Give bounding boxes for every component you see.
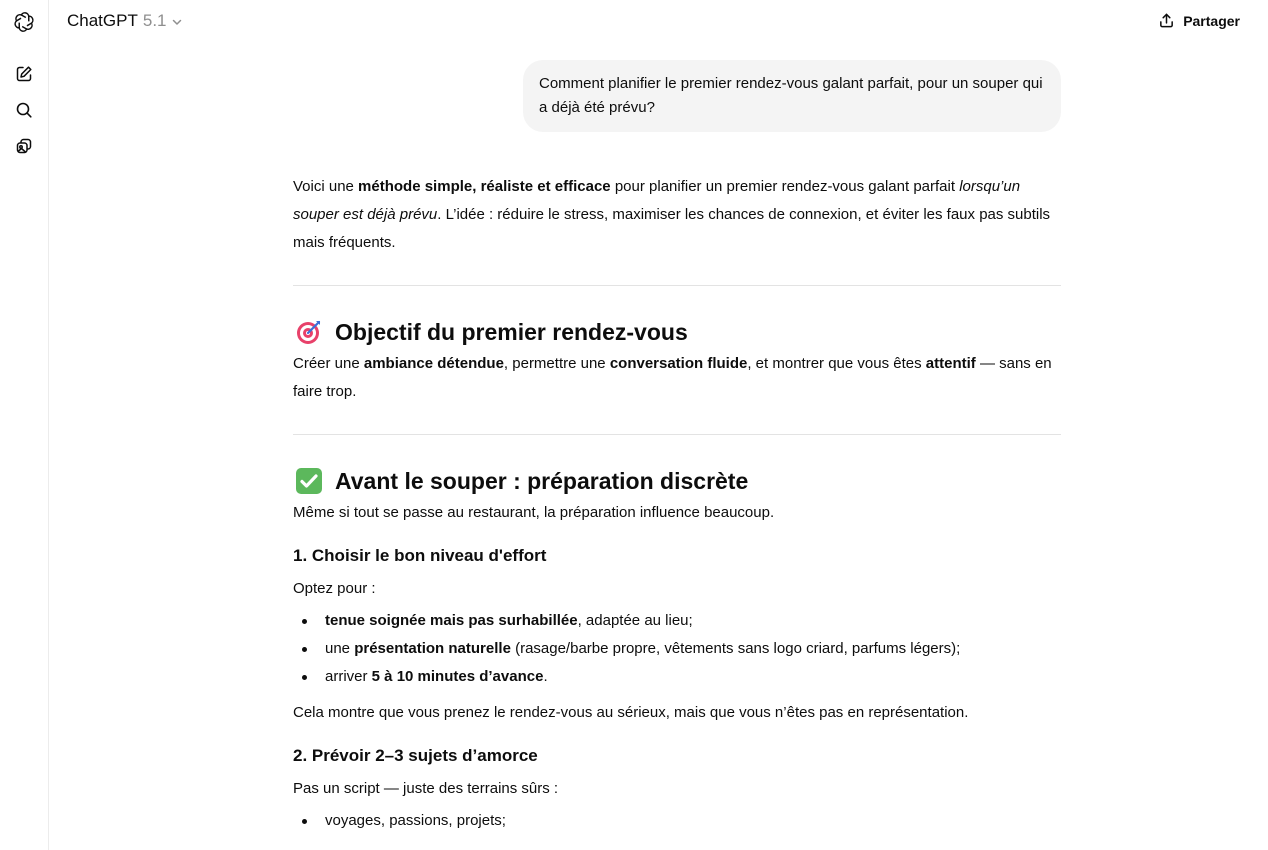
share-label: Partager: [1183, 12, 1240, 29]
openai-logo-icon[interactable]: [12, 10, 36, 34]
model-name: ChatGPT: [67, 11, 138, 30]
sujets-list: [293, 807, 1061, 835]
share-button[interactable]: [1158, 12, 1240, 29]
subheading-sujets-amorce: 2. Prévoir 2–3 sujets d’amorce: [293, 746, 538, 765]
bullet-icon: [302, 647, 307, 652]
subheading-niveau-effort: 1. Choisir le bon niveau d'effort: [293, 546, 547, 565]
answer-intro: Voici une méthode simple, réaliste et efficace pour planifier un premier rendez-vous galant parfait lorsqu’un souper est déjà prévu. L’idée : réduire le stress, maximiser les chances de connexion, et éviter les faux pas subtils mais fréquents.: [293, 178, 1051, 251]
subsection1-lead: Optez pour :: [293, 580, 376, 597]
bullet-icon: [302, 619, 307, 624]
list-item: tenue soignée mais pas surhabillée, adaptée au lieu;: [293, 607, 1061, 635]
library-icon[interactable]: [12, 134, 36, 158]
subsection1-outro: Cela montre que vous prenez le rendez-vous au sérieux, mais que vous n’êtes pas en représentation.: [293, 704, 969, 721]
assistant-message: [293, 173, 1061, 835]
section-heading-objectif: Objectif du premier rendez-vous: [293, 315, 1061, 349]
model-version: 5.1: [142, 11, 167, 30]
list-item: arriver 5 à 10 minutes d’avance.: [293, 663, 1061, 691]
side-rail: [0, 0, 49, 850]
subsection2-lead: Pas un script — juste des terrains sûrs :: [293, 780, 559, 797]
new-chat-icon[interactable]: [12, 62, 36, 86]
check-mark-emoji-icon: [295, 467, 323, 495]
target-emoji-icon: [295, 318, 323, 346]
list-item: une présentation naturelle (rasage/barbe propre, vêtements sans logo criard, parfums légers);: [293, 635, 1061, 663]
search-icon[interactable]: [12, 98, 36, 122]
section-objectif-text: Créer une ambiance détendue, permettre une conversation fluide, et montrer que vous êtes attentif — sans en faire trop.: [293, 355, 1052, 400]
section-avant-intro: Même si tout se passe au restaurant, la préparation influence beaucoup.: [293, 504, 775, 521]
model-switcher[interactable]: [67, 11, 183, 31]
list-item: voyages, passions, projets;: [293, 807, 1061, 835]
effort-list: [293, 607, 1061, 691]
bullet-icon: [302, 675, 307, 680]
section-heading-avant-le-souper: Avant le souper : préparation discrète: [293, 464, 1061, 498]
top-header: [49, 0, 1268, 44]
chevron-down-icon: [171, 16, 183, 28]
bullet-icon: [302, 819, 307, 824]
user-message: Comment planifier le premier rendez-vous galant parfait, pour un souper qui a déjà été prévu?: [523, 60, 1061, 132]
share-icon: [1158, 12, 1175, 29]
